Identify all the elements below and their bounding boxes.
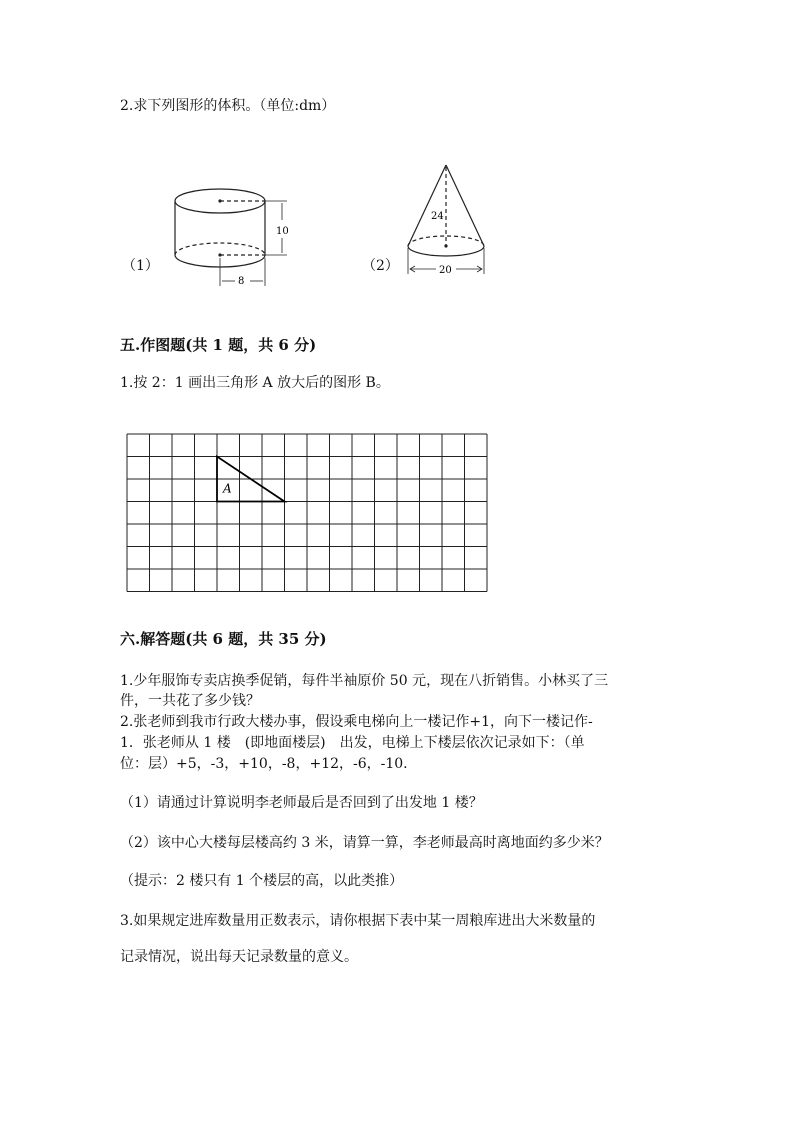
figure-2-label: （2）	[362, 258, 399, 274]
cone-figure	[400, 162, 500, 282]
problem-2-sub-1: （1）请通过计算说明李老师最后是否回到了出发地 1 楼？	[120, 795, 483, 811]
triangle-a-label: A	[223, 481, 232, 496]
problem-2-line-2: 1．张老师从 1 楼 (即地面楼层) 出发，电梯上下楼层依次记录如下：（单	[120, 735, 585, 751]
question-2-title: 2.求下列图形的体积。（单位:dm）	[120, 98, 336, 114]
cylinder-figure	[165, 178, 295, 293]
section-5-heading: 五.作图题(共 1 题，共 6 分)	[120, 336, 317, 354]
cylinder-height-label: 10	[276, 226, 289, 237]
problem-1-line-1: 1.少年服饰专卖店换季促销，每件半袖原价 50 元，现在八折销售。小林买了三	[120, 673, 609, 689]
problem-3-line-1: 3.如果规定进库数量用正数表示，请你根据下表中某一周粮库进出大米数量的	[120, 913, 596, 929]
section-5-question-1: 1.按 2：1 画出三角形 A 放大后的图形 B。	[120, 375, 390, 391]
drawing-grid	[126, 433, 488, 585]
cylinder-radius-label: 8	[238, 276, 245, 287]
figure-1-label: （1）	[122, 258, 159, 274]
cone-height-label: 24	[431, 211, 444, 222]
section-6-heading: 六.解答题(共 6 题，共 35 分)	[120, 630, 327, 648]
problem-3-line-2: 记录情况，说出每天记录数量的意义。	[120, 949, 358, 965]
problem-2-hint: （提示：2 楼只有 1 个楼层的高，以此类推）	[120, 873, 404, 889]
problem-2-line-3: 位：层）+5，-3，+10，-8，+12，-6，-10.	[120, 756, 408, 772]
problem-2-line-1: 2.张老师到我市行政大楼办事，假设乘电梯向上一楼记作+1，向下一楼记作-	[120, 714, 593, 730]
problem-1-line-2: 件，一共花了多少钱？	[120, 693, 260, 709]
cone-diameter-label: 20	[439, 265, 452, 276]
problem-2-sub-2: （2）该中心大楼每层楼高约 3 米，请算一算，李老师最高时离地面约多少米？	[120, 835, 609, 851]
